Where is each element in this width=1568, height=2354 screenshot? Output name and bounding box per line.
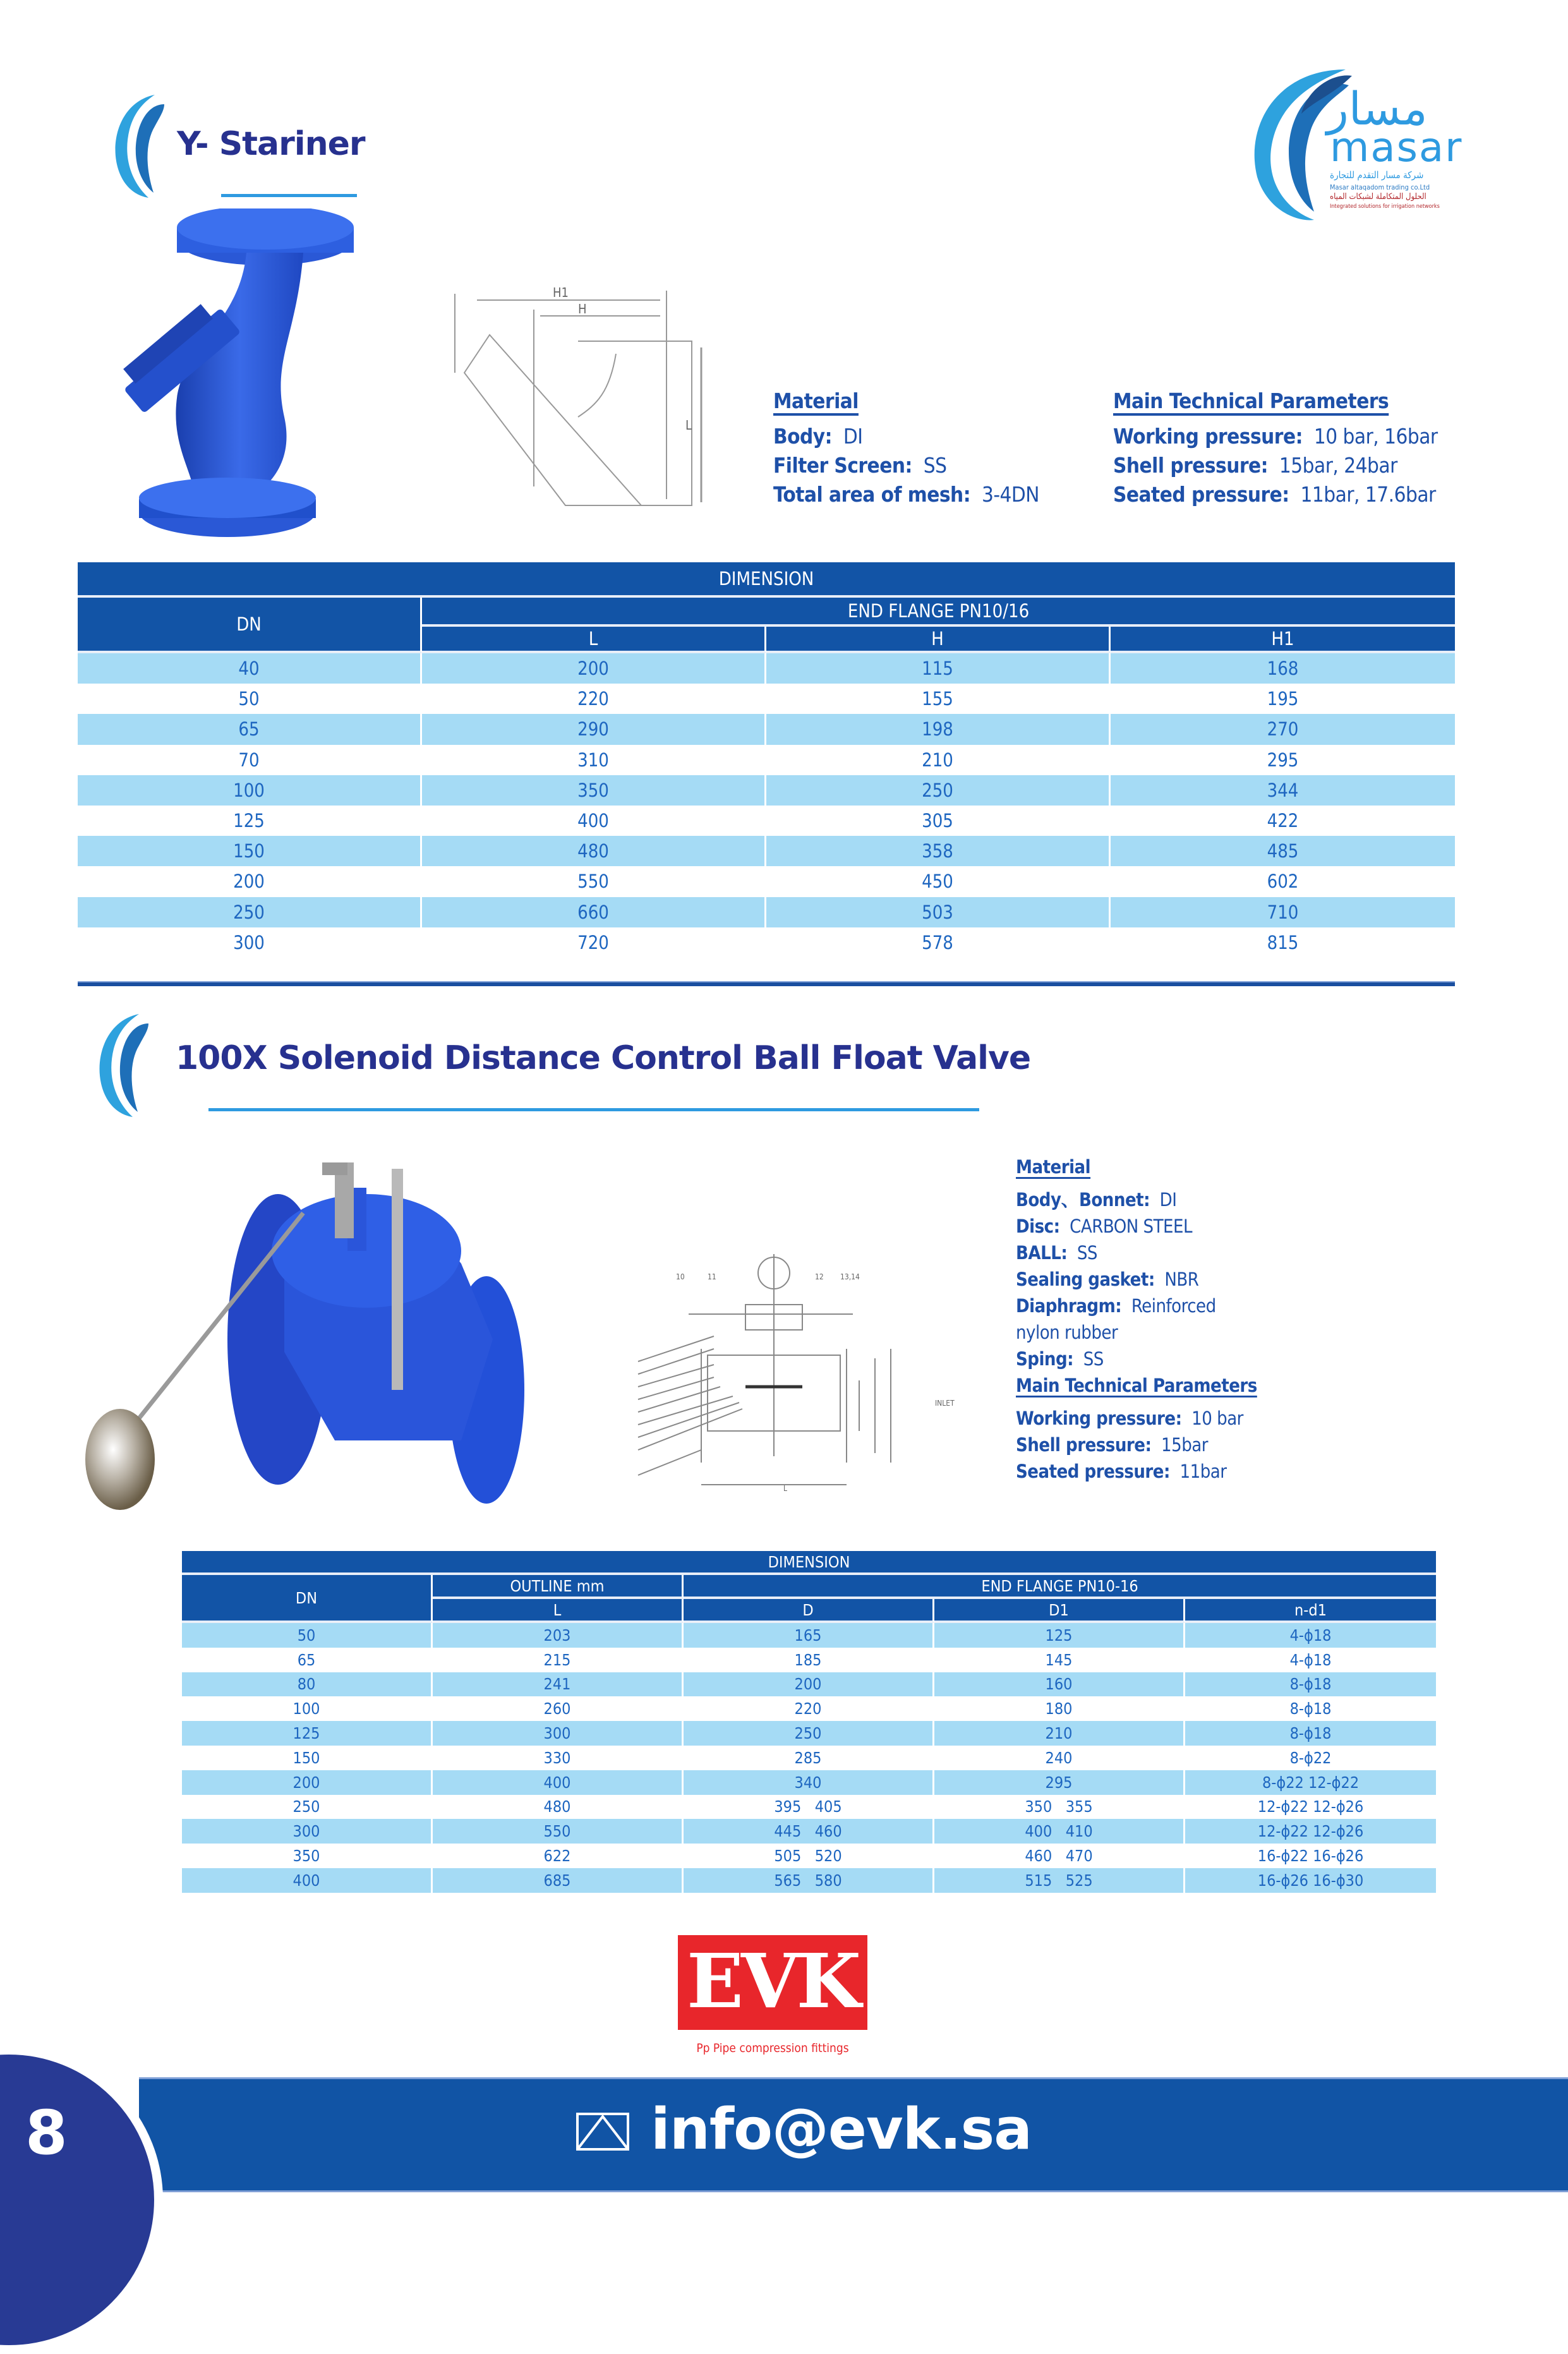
masar-tagline: Integrated solutions for irrigation networks	[1330, 203, 1440, 210]
table-cell: 450	[766, 866, 1111, 896]
table-cell: 4-ϕ18	[1185, 1648, 1436, 1672]
table-row	[78, 653, 1455, 684]
table-row	[182, 1672, 1436, 1697]
table-cell: 480	[433, 1795, 684, 1820]
table-cell: 550	[433, 1819, 684, 1844]
section-title-ball-float-valve: 100X Solenoid Distance Control Ball Float Valve	[176, 1039, 1031, 1077]
table-cell: 350	[422, 775, 766, 806]
column-header-dn: DN	[182, 1575, 433, 1623]
masar-arabic-tagline: الحلول المتكاملة لشبكات المياه	[1330, 192, 1426, 202]
table-cell: 460 470	[934, 1844, 1185, 1868]
material-item: Total area of mesh: 3-4DN	[773, 482, 1039, 507]
table-row	[182, 1721, 1436, 1746]
table-cell: 485	[1111, 836, 1455, 866]
table-cell: 565 580	[684, 1868, 934, 1893]
table-cell: 210	[766, 745, 1111, 775]
cell-dn: 50	[182, 1623, 433, 1648]
table-cell: 290	[422, 714, 766, 744]
ball-float-valve-dimension-table	[182, 1551, 1436, 1893]
table-cell: 270	[1111, 714, 1455, 744]
column-header: L	[422, 627, 766, 653]
cell-dn: 300	[78, 927, 422, 958]
cell-dn: 250	[78, 897, 422, 927]
cell-dn: 65	[78, 714, 422, 744]
table-row	[182, 1623, 1436, 1648]
column-group-header: OUTLINE mm	[433, 1575, 684, 1599]
table-row	[182, 1696, 1436, 1721]
evk-tagline: Pp Pipe compression fittings	[696, 2041, 849, 2055]
table-cell: 602	[1111, 866, 1455, 896]
table-row	[182, 1844, 1436, 1868]
table-cell: 165	[684, 1623, 934, 1648]
material-item: Sping: SS	[1016, 1348, 1104, 1370]
material-item: Disc: CARBON STEEL	[1016, 1216, 1193, 1237]
table-row	[78, 714, 1455, 744]
material-heading: Material	[773, 389, 859, 413]
cell-dn: 40	[78, 653, 422, 684]
parameter-item: Working pressure: 10 bar, 16bar	[1113, 424, 1438, 449]
section-title-y-strainer: Y- Stariner	[177, 125, 365, 163]
table-cell: 310	[422, 745, 766, 775]
table-cell: 358	[766, 836, 1111, 866]
table-cell: 344	[1111, 775, 1455, 806]
table-cell: 550	[422, 866, 766, 896]
material-block	[773, 387, 1039, 509]
title-underline	[208, 1108, 979, 1111]
table-cell: 12-ϕ22 12-ϕ26	[1185, 1795, 1436, 1820]
table-cell: 8-ϕ18	[1185, 1696, 1436, 1721]
table-cell: 8-ϕ22 12-ϕ22	[1185, 1770, 1436, 1795]
technical-parameters-block	[1113, 387, 1438, 509]
material-item: Sealing gasket: NBR	[1016, 1269, 1199, 1290]
table-cell: 203	[433, 1623, 684, 1648]
table-row	[78, 927, 1455, 958]
table-row	[78, 684, 1455, 714]
column-header: L	[433, 1599, 684, 1623]
table-cell: 16-ϕ22 16-ϕ26	[1185, 1844, 1436, 1868]
table-cell: 720	[422, 927, 766, 958]
table-cell: 8-ϕ22	[1185, 1746, 1436, 1770]
table-cell: 185	[684, 1648, 934, 1672]
table-cell: 125	[934, 1623, 1185, 1648]
table-row	[78, 897, 1455, 927]
masar-company: Masar altaqadom trading co.Ltd	[1330, 183, 1430, 191]
y-strainer-product-image	[95, 208, 392, 537]
drawing-label-h: H	[578, 301, 587, 317]
table-cell: 445 460	[684, 1819, 934, 1844]
cell-dn: 200	[78, 866, 422, 896]
table-cell: 685	[433, 1868, 684, 1893]
cell-dn: 80	[182, 1672, 433, 1697]
material-item: Diaphragm: Reinforced	[1016, 1295, 1216, 1317]
masar-latin-name: masar	[1330, 124, 1463, 171]
drawing-label-l: L	[685, 418, 692, 433]
table-row	[78, 866, 1455, 896]
table-cell: 515 525	[934, 1868, 1185, 1893]
table-cell: 240	[934, 1746, 1185, 1770]
envelope-icon	[576, 2113, 629, 2151]
section-divider	[78, 981, 1455, 986]
table-cell: 422	[1111, 806, 1455, 836]
table-cell: 220	[422, 684, 766, 714]
drawing-label: 10	[676, 1272, 685, 1281]
table-cell: 480	[422, 836, 766, 866]
table-cell: 400	[422, 806, 766, 836]
table-cell: 395 405	[684, 1795, 934, 1820]
table-title: DIMENSION	[182, 1551, 1436, 1575]
table-cell: 503	[766, 897, 1111, 927]
drawing-label: 12	[815, 1272, 824, 1281]
table-cell: 250	[766, 775, 1111, 806]
table-cell: 400 410	[934, 1819, 1185, 1844]
section-swoosh-icon	[95, 1011, 158, 1118]
cell-dn: 150	[182, 1746, 433, 1770]
cell-dn: 65	[182, 1648, 433, 1672]
table-cell: 622	[433, 1844, 684, 1868]
table-cell: 220	[684, 1696, 934, 1721]
parameters-heading: Main Technical Parameters	[1113, 389, 1389, 413]
cell-dn: 100	[182, 1696, 433, 1721]
drawing-label-h1: H1	[553, 285, 569, 300]
cell-dn: 70	[78, 745, 422, 775]
cell-dn: 200	[182, 1770, 433, 1795]
parameter-item: Shell pressure: 15bar, 24bar	[1113, 453, 1397, 478]
drawing-label: 11	[708, 1272, 716, 1281]
table-cell: 16-ϕ26 16-ϕ30	[1185, 1868, 1436, 1893]
table-cell: 295	[934, 1770, 1185, 1795]
table-cell: 8-ϕ18	[1185, 1721, 1436, 1746]
y-strainer-technical-drawing	[452, 278, 717, 531]
cell-dn: 150	[78, 836, 422, 866]
table-cell: 200	[684, 1672, 934, 1697]
table-cell: 4-ϕ18	[1185, 1623, 1436, 1648]
cell-dn: 100	[78, 775, 422, 806]
table-cell: 160	[934, 1672, 1185, 1697]
cell-dn: 350	[182, 1844, 433, 1868]
drawing-label-inlet: INLET	[935, 1399, 955, 1408]
y-strainer-dimension-table	[78, 562, 1455, 958]
table-cell: 210	[934, 1721, 1185, 1746]
table-cell: 8-ϕ18	[1185, 1672, 1436, 1697]
cell-dn: 125	[78, 806, 422, 836]
column-header-dn: DN	[78, 598, 422, 653]
table-row	[182, 1770, 1436, 1795]
column-header: D1	[934, 1599, 1185, 1623]
table-cell: 285	[684, 1746, 934, 1770]
table-cell: 710	[1111, 897, 1455, 927]
column-header: n-d1	[1185, 1599, 1436, 1623]
table-cell: 180	[934, 1696, 1185, 1721]
ball-float-valve-technical-drawing	[625, 1254, 979, 1494]
table-cell: 330	[433, 1746, 684, 1770]
table-cell: 295	[1111, 745, 1455, 775]
masar-arabic-company: شركة مسار التقدم للتجارة	[1330, 169, 1424, 181]
column-group-header: END FLANGE PN10/16	[422, 598, 1455, 627]
table-row	[182, 1868, 1436, 1893]
parameters-heading: Main Technical Parameters	[1016, 1375, 1257, 1396]
table-cell: 400	[433, 1770, 684, 1795]
table-title: DIMENSION	[78, 562, 1455, 598]
column-header: H1	[1111, 627, 1455, 653]
masar-arabic-name: مسار	[1327, 82, 1428, 135]
table-row	[78, 806, 1455, 836]
table-cell: 12-ϕ22 12-ϕ26	[1185, 1819, 1436, 1844]
cell-dn: 125	[182, 1721, 433, 1746]
table-cell: 215	[433, 1648, 684, 1672]
material-item: Body、Bonnet: DI	[1016, 1189, 1177, 1210]
cell-dn: 50	[78, 684, 422, 714]
table-cell: 505 520	[684, 1844, 934, 1868]
drawing-label: L	[783, 1484, 788, 1493]
parameter-item: Seated pressure: 11bar, 17.6bar	[1113, 482, 1436, 507]
table-cell: 305	[766, 806, 1111, 836]
column-group-header: END FLANGE PN10-16	[684, 1575, 1436, 1599]
table-cell: 241	[433, 1672, 684, 1697]
table-row	[182, 1819, 1436, 1844]
masar-logo	[1238, 57, 1504, 221]
evk-mark: EVK	[686, 1937, 859, 2025]
table-row	[182, 1795, 1436, 1820]
table-cell: 250	[684, 1721, 934, 1746]
drawing-label: 13,14	[840, 1272, 860, 1281]
table-cell: 195	[1111, 684, 1455, 714]
table-cell: 198	[766, 714, 1111, 744]
table-cell: 350 355	[934, 1795, 1185, 1820]
table-cell: 200	[422, 653, 766, 684]
table-cell: 145	[934, 1648, 1185, 1672]
material-item: nylon rubber	[1016, 1322, 1118, 1343]
table-row	[78, 745, 1455, 775]
column-header: H	[766, 627, 1111, 653]
parameter-item: Working pressure: 10 bar	[1016, 1408, 1243, 1429]
table-cell: 168	[1111, 653, 1455, 684]
cell-dn: 300	[182, 1819, 433, 1844]
parameter-item: Shell pressure: 15bar	[1016, 1434, 1208, 1456]
page-number: 8	[25, 2097, 68, 2168]
table-cell: 578	[766, 927, 1111, 958]
table-row	[78, 836, 1455, 866]
title-underline	[221, 194, 357, 197]
table-cell: 660	[422, 897, 766, 927]
table-cell: 115	[766, 653, 1111, 684]
table-cell: 815	[1111, 927, 1455, 958]
evk-logo	[678, 1935, 867, 2061]
column-header: D	[684, 1599, 934, 1623]
ball-float-valve-product-image	[82, 1162, 575, 1516]
material-item: Filter Screen: SS	[773, 453, 947, 478]
cell-dn: 400	[182, 1868, 433, 1893]
table-row	[182, 1746, 1436, 1770]
material-block	[1016, 1154, 1257, 1485]
contact-email[interactable]: info@evk.sa	[651, 2096, 1032, 2163]
material-heading: Material	[1016, 1156, 1091, 1178]
material-item: Body: DI	[773, 424, 863, 449]
table-cell: 155	[766, 684, 1111, 714]
table-cell: 300	[433, 1721, 684, 1746]
table-row	[78, 775, 1455, 806]
table-cell: 260	[433, 1696, 684, 1721]
table-cell: 340	[684, 1770, 934, 1795]
cell-dn: 250	[182, 1795, 433, 1820]
section-swoosh-icon	[111, 92, 174, 199]
material-item: BALL: SS	[1016, 1242, 1097, 1264]
table-row	[182, 1648, 1436, 1672]
parameter-item: Seated pressure: 11bar	[1016, 1461, 1227, 1482]
